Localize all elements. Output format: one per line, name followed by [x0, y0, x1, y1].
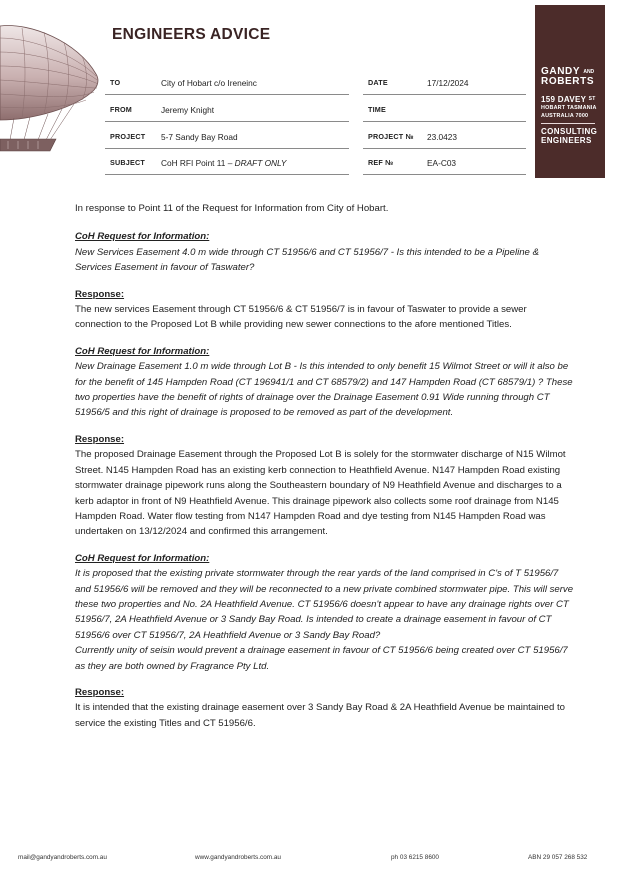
- logo-divider: [541, 123, 595, 124]
- logo-address-suffix: ST: [588, 96, 596, 102]
- ref-number-value: EA-C03: [427, 158, 457, 168]
- to-label: TO: [110, 78, 121, 87]
- advice-body: [75, 201, 575, 731]
- response-heading-2: Response:: [75, 433, 125, 445]
- subject-draft-note: DRAFT ONLY: [234, 158, 287, 168]
- time-row: [363, 103, 526, 122]
- logo-tagline-line1: CONSULTING: [541, 127, 598, 136]
- project-number-value: 23.0423: [427, 132, 457, 142]
- subject-text: CoH RFI Point 11 –: [161, 158, 235, 168]
- project-row: [105, 130, 349, 149]
- response-1-text: The new services Easement through CT 51956/6 & CT 51956/7 is in favour of Taswater to provide a sewer connection to the Proposed Lot B while providing new sewer connections to the afore mentioned Titles.: [75, 304, 527, 331]
- request-heading-2: CoH Request for Information:: [75, 345, 210, 357]
- request-3b-text: Currently unity of seisin would prevent a drainage easement in favour of CT 51956/6 being created over CT 51956/7 as they are both owned by Fragrance Pty Ltd.: [75, 645, 568, 672]
- ref-number-label: REF №: [368, 158, 394, 167]
- request-heading-1: CoH Request for Information:: [75, 231, 210, 243]
- logo-address-line: [541, 95, 600, 104]
- subject-value: [161, 158, 286, 168]
- project-label: PROJECT: [110, 132, 146, 141]
- logo-address-city: HOBART TASMANIA: [541, 105, 597, 111]
- ref-number-row: [363, 156, 526, 175]
- to-value: City of Hobart c/o Ireneinc: [161, 78, 257, 88]
- project-number-label: PROJECT №: [368, 132, 414, 141]
- subject-row: [105, 156, 349, 175]
- date-row: [363, 76, 526, 95]
- company-logo: [535, 5, 605, 178]
- request-heading-3: CoH Request for Information:: [75, 552, 210, 564]
- logo-address-number: 159 DAVEY: [541, 95, 587, 104]
- intro-paragraph: In response to Point 11 of the Request for Information from City of Hobart.: [75, 203, 389, 214]
- logo-name-line2: ROBERTS: [541, 76, 595, 87]
- airship-illustration: [0, 8, 108, 168]
- date-value: 17/12/2024: [427, 78, 469, 88]
- footer-email[interactable]: mail@gandyandroberts.com.au: [18, 854, 107, 861]
- logo-and-word: AND: [583, 69, 595, 75]
- to-row: [105, 76, 349, 95]
- project-number-row: [363, 130, 526, 149]
- request-1-text: New Services Easement 4.0 m wide through CT 51956/6 and CT 51956/7 - Is this intended to be a Pipeline & Services Easement in favour of Taswater?: [75, 246, 539, 274]
- response-heading-3: Response:: [75, 686, 125, 698]
- response-2-text: The proposed Drainage Easement through the Proposed Lot B is solely for the stormwater discharge of N15 Wilmot Street. N145 Hampden Road has an existing kerb connection to Heathfield Avenue. N147 Hampden Road existing stormwater drainage pipework runs along the Southeastern boundary of N9 Heathfield Avenue and discharges to a kerb adaptor in front of N9 Heathfield Avenue. This drainage pipework also collects some roof drainage from N145 Hampden Road. Water flow testing from N147 Hampden Road and dye testing from N145 Hampden Road was undertaken on 13/12/2024 and confirmed this arrangement.: [75, 449, 566, 538]
- request-2-text: New Drainage Easement 1.0 m wide through Lot B - Is this intended to only benefit 15 Wilmot Street or will it also be for the benefit of 145 Hampden Road (CT 196941/1 and CT 68579/2) and 147 Hampden Road (CT 68579/1) ? These two properties have the benefit of rights of drainage over the Drainage Easement 0.91 Wide running through CT 51956/5 and this right of drainage is proposed to be removed as part of the development.: [75, 361, 573, 419]
- footer-website[interactable]: www.gandyandroberts.com.au: [195, 854, 281, 861]
- from-label: FROM: [110, 105, 132, 114]
- document-title: ENGINEERS ADVICE: [112, 26, 271, 43]
- project-value: 5-7 Sandy Bay Road: [161, 132, 238, 142]
- response-heading-1: Response:: [75, 288, 125, 300]
- footer-abn: ABN 29 057 268 532: [528, 854, 588, 861]
- subject-label: SUBJECT: [110, 158, 145, 167]
- request-3a-text: It is proposed that the existing private stormwater through the rear yards of the land comprised in C's of T 51956/7 and 51956/6 will be removed and they will be reconnected to a new private combined stormwater pipe. This will serve these two properties and No. 2A Heathfield Avenue. CT 51956/6 doesn't appear to have any drainage rights over CT 51956/7, 2A Heathfield Avenue or 3 Sandy Bay Road. Is intended to create a drainage easement in favour of CT 51956/6 over CT 51956/7, 2A Heathfield Avenue or 3 Sandy Bay Road?: [75, 568, 574, 641]
- from-row: [105, 103, 349, 122]
- footer-phone: ph 03 6215 8600: [391, 854, 439, 861]
- response-3-text: It is intended that the existing drainage easement over 3 Sandy Bay Road & 2A Heathfield Avenue be maintained to service the existing Titles and CT 51956/6.: [75, 702, 565, 729]
- from-value: Jeremy Knight: [161, 105, 215, 115]
- logo-name-gandy: GANDY: [541, 66, 580, 77]
- logo-tagline-line2: ENGINEERS: [541, 136, 592, 145]
- logo-address-state: AUSTRALIA 7000: [541, 113, 589, 119]
- time-label: TIME: [368, 105, 386, 114]
- date-label: DATE: [368, 78, 388, 87]
